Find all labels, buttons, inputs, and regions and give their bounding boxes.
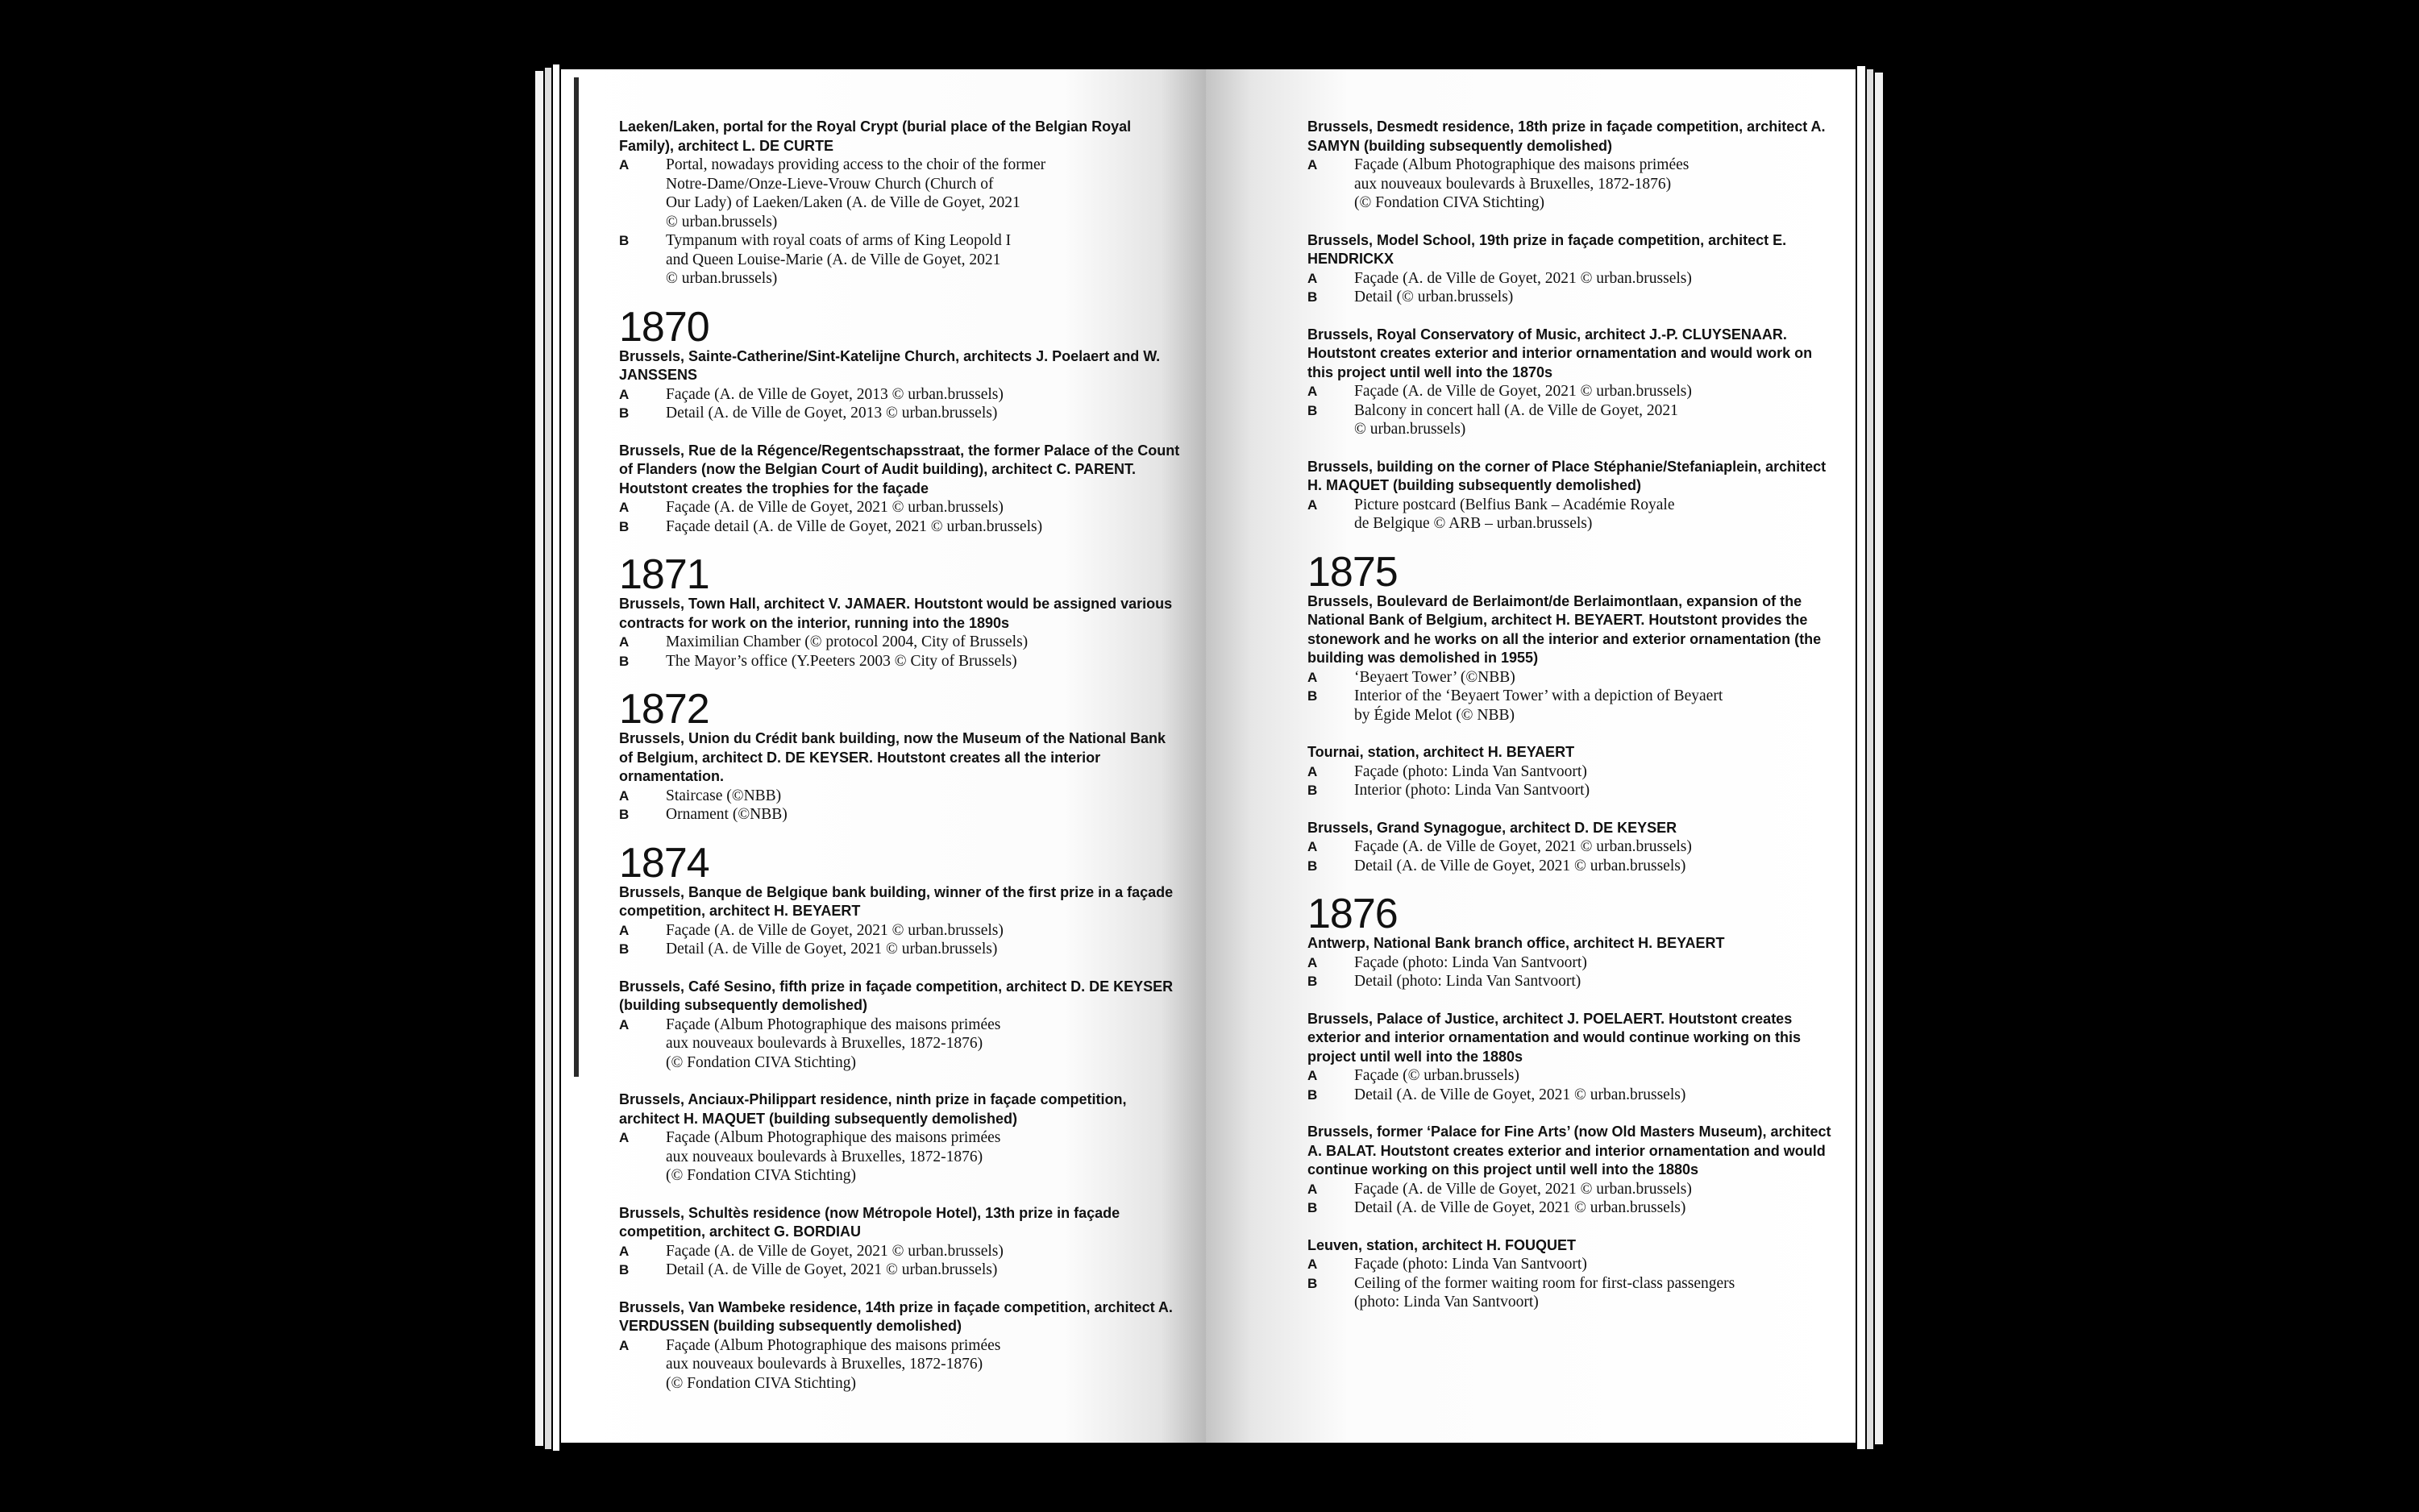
- page-edge: [535, 71, 543, 1446]
- item-text-line: Detail (A. de Ville de Goyet, 2021 © urban.brussels): [1354, 857, 1686, 874]
- caption-item: [1307, 1086, 1831, 1105]
- item-letter: B: [619, 1262, 630, 1277]
- item-text-line: Façade detail (A. de Ville de Goyet, 2021 © urban.brussels): [666, 517, 1043, 535]
- caption-item: [1307, 156, 1831, 213]
- item-text-line: Detail (A. de Ville de Goyet, 2021 © urban.brussels): [666, 1261, 998, 1278]
- entry-heading: Brussels, Grand Synagogue, architect D. DE KEYSER: [1307, 819, 1677, 836]
- entry-heading: Brussels, Royal Conservatory of Music, architect J.-P. CLUYSENAAR. Houtstont creates exterior and interior ornamentation and would work on this project until well into the 1870s: [1307, 326, 1813, 380]
- item-text-line: Façade (A. de Ville de Goyet, 2021 © urban.brussels): [666, 921, 1004, 939]
- caption-entry: [1307, 891, 1831, 991]
- entry-heading: Tournai, station, architect H. BEYAERT: [1307, 744, 1575, 760]
- item-letter: A: [1307, 669, 1318, 685]
- item-text: [666, 633, 1182, 652]
- caption-entry: [1307, 118, 1831, 213]
- caption-entry: [619, 1090, 1182, 1186]
- item-text-line: (© Fondation CIVA Stichting): [666, 1167, 857, 1184]
- item-letter: A: [619, 157, 630, 172]
- caption-item: [619, 633, 1182, 652]
- item-text-line: (photo: Linda Van Santvoort): [1354, 1294, 1539, 1311]
- item-text-line: Maximilian Chamber (© protocol 2004, City of Brussels): [666, 633, 1029, 650]
- page-edge: [1875, 73, 1883, 1444]
- item-text: [666, 787, 1182, 806]
- entry-heading: Brussels, Café Sesino, fifth prize in façade competition, architect D. DE KEYSER (building subsequently demolished): [619, 978, 1174, 1013]
- item-letter: A: [1307, 1181, 1318, 1197]
- caption-entry: [1307, 326, 1831, 439]
- item-letter: A: [619, 1243, 630, 1259]
- caption-item: [1307, 1198, 1831, 1218]
- item-text-line: Façade (A. de Ville de Goyet, 2013 © urban.brussels): [666, 385, 1004, 403]
- entry-heading: Brussels, Union du Crédit bank building, now the Museum of the National Bank of Belgium, architect D. DE KEYSER. Houtstont creates all the interior ornamentation.: [619, 730, 1166, 784]
- caption-item: [1307, 953, 1831, 973]
- item-text: [666, 652, 1182, 671]
- item-letter: B: [619, 807, 630, 822]
- item-text-line: aux nouveaux boulevards à Bruxelles, 1872-1876): [666, 1035, 983, 1052]
- item-letter: A: [619, 1016, 630, 1032]
- item-letter: B: [1307, 783, 1318, 798]
- item-text: [1354, 857, 1831, 876]
- entry-heading: Brussels, building on the corner of Place Stéphanie/Stefaniaplein, architect H. MAQUET (building subsequently demolished): [1307, 458, 1827, 493]
- item-text-line: (© Fondation CIVA Stichting): [666, 1053, 857, 1071]
- item-text-line: Façade (photo: Linda Van Santvoort): [1354, 1256, 1587, 1273]
- year-heading: 1872: [619, 686, 709, 733]
- caption-entry: [1307, 819, 1831, 876]
- item-text: [1354, 953, 1831, 973]
- entry-heading: Brussels, Desmedt residence, 18th prize in façade competition, architect A. SAMYN (building subsequently demolished): [1307, 118, 1826, 154]
- item-letter: A: [619, 922, 630, 938]
- caption-item: [619, 156, 1182, 231]
- caption-item: [619, 385, 1182, 405]
- item-text-line: Detail (A. de Ville de Goyet, 2013 © urban.brussels): [666, 405, 998, 422]
- item-text: [666, 517, 1182, 537]
- item-letter: A: [1307, 496, 1318, 513]
- caption-item: [619, 404, 1182, 423]
- caption-item: [619, 1016, 1182, 1073]
- item-text-line: Notre-Dame/Onze-Lieve-Vrouw Church (Church of: [666, 175, 994, 193]
- item-text-line: Façade (Album Photographique des maisons primées: [666, 1129, 1001, 1146]
- item-letter: A: [1307, 1257, 1318, 1272]
- item-letter: B: [1307, 1200, 1318, 1215]
- item-text: [1354, 1086, 1831, 1105]
- caption-item: [619, 940, 1182, 959]
- item-letter: A: [619, 386, 630, 402]
- item-text: [1354, 1255, 1831, 1274]
- item-text-line: Detail (photo: Linda Van Santvoort): [1354, 973, 1581, 990]
- caption-item: [619, 498, 1182, 517]
- item-text-line: Façade (© urban.brussels): [1354, 1067, 1519, 1084]
- year-heading: 1870: [619, 303, 709, 351]
- entry-heading: Brussels, Anciaux-Philippart residence, ninth prize in façade competition, architect H. MAQUET (building subsequently demolished): [619, 1091, 1127, 1127]
- item-letter: A: [619, 787, 630, 804]
- item-text: [666, 1128, 1182, 1186]
- page-edge: [1857, 66, 1865, 1449]
- caption-item: [1307, 1066, 1831, 1086]
- item-text-line: de Belgique © ARB – urban.brussels): [1354, 515, 1593, 532]
- item-text-line: Tympanum with royal coats of arms of King Leopold I: [666, 232, 1012, 249]
- caption-item: [619, 1336, 1182, 1394]
- entry-heading: Brussels, Boulevard de Berlaimont/de Berlaimontlaan, expansion of the National Bank of Belgium, architect H. BEYAERT. Houtstont provides the stonework and he works on all the interior and exterior ornamentation (the building was demolished in 1955): [1307, 592, 1822, 666]
- caption-entry: [619, 442, 1182, 537]
- caption-item: [1307, 401, 1831, 439]
- item-text: [666, 231, 1182, 289]
- entry-heading: Leuven, station, architect H. FOUQUET: [1307, 1236, 1577, 1253]
- caption-entry: [1307, 1010, 1831, 1105]
- caption-entry: [619, 1204, 1182, 1280]
- caption-item: [1307, 382, 1831, 401]
- item-text-line: Detail (© urban.brussels): [1354, 289, 1514, 305]
- item-letter: B: [1307, 1275, 1318, 1291]
- page-edge: [545, 68, 551, 1449]
- caption-entry: [619, 303, 1182, 423]
- year-heading: 1876: [1307, 891, 1398, 937]
- item-text: [1354, 1180, 1831, 1199]
- item-letter: A: [1307, 270, 1318, 286]
- item-letter: A: [1307, 384, 1318, 399]
- item-letter: A: [619, 1130, 630, 1145]
- item-text: [1354, 781, 1831, 800]
- item-text-line: Façade (A. de Ville de Goyet, 2021 © urban.brussels): [666, 499, 1004, 516]
- item-text: [666, 1336, 1182, 1394]
- item-text: [1354, 496, 1831, 534]
- item-text: [666, 805, 1182, 825]
- item-letter: A: [619, 1337, 630, 1353]
- caption-entry: [1307, 231, 1831, 307]
- item-letter: A: [619, 634, 630, 650]
- item-text: [1354, 687, 1831, 725]
- item-text-line: and Queen Louise-Marie (A. de Ville de Goyet, 2021: [666, 251, 1001, 268]
- item-text: [666, 498, 1182, 517]
- entry-heading: Brussels, Model School, 19th prize in façade competition, architect E. HENDRICKX: [1307, 231, 1787, 267]
- caption-item: [619, 652, 1182, 671]
- item-text-line: aux nouveaux boulevards à Bruxelles, 1872-1876): [666, 1148, 983, 1165]
- item-text-line: Façade (A. de Ville de Goyet, 2021 © urban.brussels): [1354, 383, 1692, 400]
- item-text: [1354, 1274, 1831, 1312]
- entry-heading: Brussels, former ‘Palace for Fine Arts’ (now Old Masters Museum), architect A. BALAT. Houtstont creates exterior and interior ornamentation and would continue working on this project until well into the 1880s: [1307, 1124, 1831, 1178]
- caption-item: [1307, 837, 1831, 857]
- year-heading: 1875: [1307, 548, 1398, 596]
- item-text: [666, 1261, 1182, 1280]
- item-letter: A: [1307, 1068, 1318, 1083]
- item-text: [1354, 837, 1831, 857]
- caption-item: [619, 921, 1182, 941]
- item-text-line: Picture postcard (Belfius Bank – Académie Royale: [1354, 496, 1675, 513]
- caption-entry: [619, 1298, 1182, 1394]
- item-text-line: (© Fondation CIVA Stichting): [666, 1374, 857, 1392]
- caption-entry: [619, 551, 1182, 671]
- item-text: [666, 1016, 1182, 1073]
- item-text: [1354, 269, 1831, 289]
- caption-item: [619, 517, 1182, 537]
- item-letter: A: [1307, 763, 1318, 779]
- item-letter: B: [1307, 688, 1318, 704]
- entry-heading: Brussels, Sainte-Catherine/Sint-Katelijne Church, architects J. Poelaert and W. JANSSENS: [619, 347, 1161, 383]
- item-text-line: Façade (A. de Ville de Goyet, 2021 © urban.brussels): [1354, 269, 1692, 287]
- item-text-line: Our Lady) of Laeken/Laken (A. de Ville de Goyet, 2021: [666, 194, 1020, 211]
- item-text: [1354, 1066, 1831, 1086]
- item-letter: A: [619, 500, 630, 515]
- page-edge: [553, 64, 559, 1451]
- entry-heading: Brussels, Rue de la Régence/Regentschapsstraat, the former Palace of the Count of Flanders (now the Belgian Court of Audit building), architect C. PARENT. Houtstont creates the trophies for the façade: [619, 442, 1180, 496]
- item-text-line: by Égide Melot (© NBB): [1354, 706, 1515, 724]
- item-text-line: Façade (Album Photographique des maisons primées: [666, 1016, 1001, 1033]
- caption-item: [619, 787, 1182, 806]
- entry-heading: Brussels, Van Wambeke residence, 14th prize in façade competition, architect A. VERDUSSEN (building subsequently demolished): [619, 1298, 1173, 1334]
- caption-item: [1307, 288, 1831, 307]
- item-text-line: © urban.brussels): [666, 270, 778, 287]
- item-text: [1354, 762, 1831, 782]
- item-text-line: Façade (A. de Ville de Goyet, 2021 © urban.brussels): [1354, 838, 1692, 855]
- item-letter: B: [1307, 402, 1318, 418]
- caption-item: [1307, 1180, 1831, 1199]
- caption-item: [1307, 496, 1831, 534]
- item-text: [666, 404, 1182, 423]
- item-text-line: Interior (photo: Linda Van Santvoort): [1354, 782, 1590, 799]
- caption-entry: [1307, 458, 1831, 534]
- entry-heading: Brussels, Palace of Justice, architect J. POELAERT. Houtstont creates exterior and interior ornamentation and would continue working on this project until well into the 1880s: [1307, 1010, 1802, 1065]
- entry-heading: Brussels, Schultès residence (now Métropole Hotel), 13th prize in façade competition, architect G. BORDIAU: [619, 1204, 1120, 1240]
- item-text-line: Façade (Album Photographique des maisons primées: [1354, 156, 1690, 173]
- caption-item: [1307, 1274, 1831, 1312]
- caption-item: [1307, 1255, 1831, 1274]
- caption-entry: [1307, 1236, 1831, 1312]
- item-text: [666, 1242, 1182, 1261]
- item-text: [1354, 972, 1831, 991]
- entry-heading: Brussels, Town Hall, architect V. JAMAER. Houtstont would be assigned various contracts for work on the interior, running into the 1890s: [619, 596, 1173, 631]
- caption-entry: [1307, 1123, 1831, 1218]
- page-edge: [1867, 69, 1873, 1449]
- item-letter: B: [619, 233, 630, 248]
- year-heading: 1874: [619, 839, 709, 887]
- item-text-line: Façade (Album Photographique des maisons primées: [666, 1336, 1001, 1354]
- item-letter: B: [619, 405, 630, 421]
- item-text-line: Ceiling of the former waiting room for first-class passengers: [1354, 1274, 1735, 1292]
- item-text-line: Detail (A. de Ville de Goyet, 2021 © urban.brussels): [1354, 1199, 1686, 1216]
- caption-item: [619, 1128, 1182, 1186]
- item-text-line: © urban.brussels): [1354, 421, 1466, 438]
- item-text: [1354, 668, 1831, 687]
- item-text-line: The Mayor’s office (Y.Peeters 2003 © City of Brussels): [666, 652, 1017, 670]
- item-text-line: aux nouveaux boulevards à Bruxelles, 1872-1876): [666, 1356, 983, 1373]
- item-letter: A: [1307, 839, 1318, 854]
- caption-item: [619, 1261, 1182, 1280]
- caption-item: [1307, 857, 1831, 876]
- item-text-line: Ornament (©NBB): [666, 806, 788, 823]
- caption-item: [1307, 972, 1831, 991]
- entry-heading: Brussels, Banque de Belgique bank building, winner of the first prize in a façade competition, architect H. BEYAERT: [619, 883, 1174, 919]
- item-letter: B: [1307, 858, 1318, 874]
- caption-entry: [1307, 548, 1831, 725]
- item-text-line: (© Fondation CIVA Stichting): [1354, 194, 1545, 211]
- item-text-line: Façade (photo: Linda Van Santvoort): [1354, 953, 1587, 971]
- item-text-line: ‘Beyaert Tower’ (©NBB): [1354, 668, 1515, 686]
- item-text: [1354, 156, 1831, 213]
- item-text-line: Façade (A. de Ville de Goyet, 2021 © urban.brussels): [666, 1242, 1004, 1260]
- caption-item: [1307, 687, 1831, 725]
- item-text-line: Façade (A. de Ville de Goyet, 2021 © urban.brussels): [1354, 1180, 1692, 1198]
- caption-entry: [619, 686, 1182, 825]
- item-text-line: © urban.brussels): [666, 213, 778, 231]
- caption-item: [1307, 781, 1831, 800]
- item-letter: B: [619, 518, 630, 534]
- caption-entry: [619, 118, 1182, 289]
- binding-shadow-bar: [574, 77, 579, 1077]
- item-letter: A: [1307, 157, 1318, 172]
- item-letter: B: [1307, 974, 1318, 989]
- item-text: [1354, 401, 1831, 439]
- item-text-line: Detail (A. de Ville de Goyet, 2021 © urban.brussels): [666, 941, 998, 957]
- item-letter: B: [619, 653, 630, 669]
- caption-item: [1307, 668, 1831, 687]
- item-text: [666, 940, 1182, 959]
- caption-entry: [619, 839, 1182, 959]
- item-letter: B: [1307, 289, 1318, 305]
- item-text-line: Staircase (©NBB): [666, 787, 782, 804]
- item-text: [1354, 1198, 1831, 1218]
- caption-item: [1307, 762, 1831, 782]
- entry-heading: Antwerp, National Bank branch office, architect H. BEYAERT: [1307, 935, 1725, 951]
- caption-item: [1307, 269, 1831, 289]
- item-text-line: Balcony in concert hall (A. de Ville de Goyet, 2021: [1354, 401, 1678, 419]
- item-text: [1354, 382, 1831, 401]
- item-text: [666, 156, 1182, 231]
- item-letter: A: [1307, 954, 1318, 970]
- caption-item: [619, 805, 1182, 825]
- item-text-line: Façade (photo: Linda Van Santvoort): [1354, 762, 1587, 780]
- item-text-line: aux nouveaux boulevards à Bruxelles, 1872-1876): [1354, 175, 1672, 193]
- item-text-line: Interior of the ‘Beyaert Tower’ with a depiction of Beyaert: [1354, 687, 1723, 704]
- item-text: [666, 921, 1182, 941]
- item-text-line: Portal, nowadays providing access to the choir of the former: [666, 156, 1046, 173]
- year-heading: 1871: [619, 551, 709, 598]
- item-letter: B: [619, 941, 630, 957]
- caption-entry: [1307, 743, 1831, 800]
- item-text: [1354, 288, 1831, 307]
- item-letter: B: [1307, 1086, 1318, 1103]
- item-text: [666, 385, 1182, 405]
- caption-item: [619, 231, 1182, 289]
- left-page: [561, 69, 1206, 1443]
- caption-entry: [619, 978, 1182, 1073]
- right-page: [1206, 69, 1856, 1443]
- entry-heading: Laeken/Laken, portal for the Royal Crypt (burial place of the Belgian Royal Family), architect L. DE CURTE: [619, 118, 1132, 154]
- caption-item: [619, 1242, 1182, 1261]
- item-text-line: Detail (A. de Ville de Goyet, 2021 © urban.brussels): [1354, 1086, 1686, 1103]
